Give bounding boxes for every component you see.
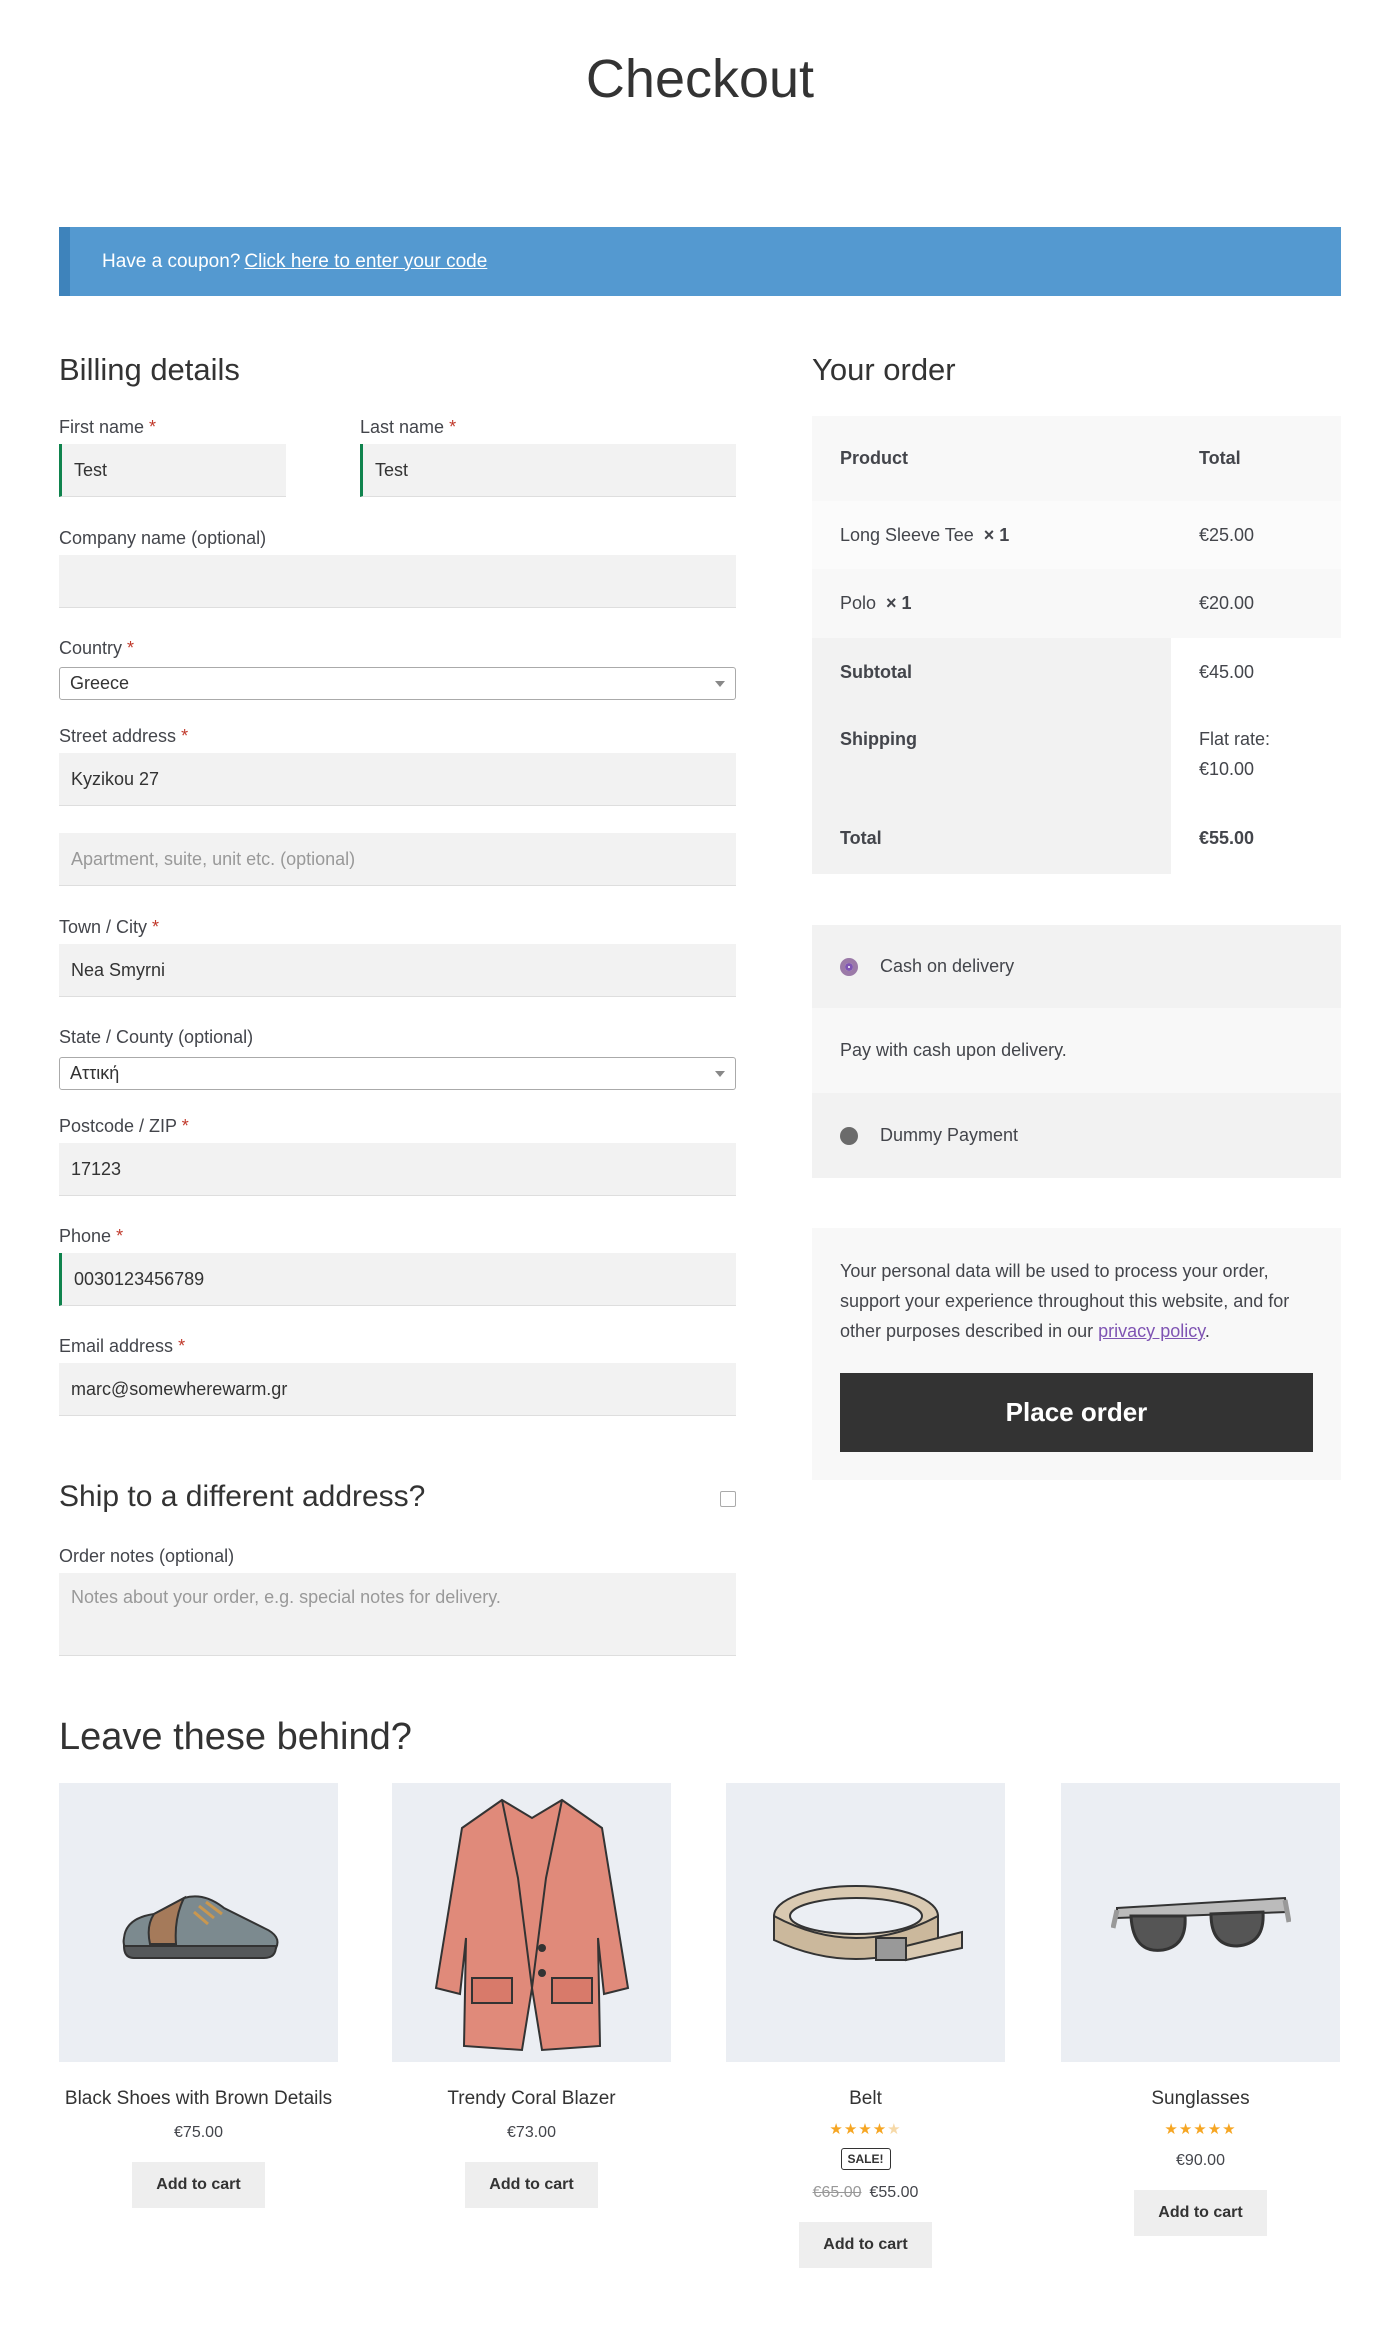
add-to-cart-button[interactable]: Add to cart — [132, 2162, 264, 2208]
table-row — [812, 501, 1341, 569]
add-to-cart-button[interactable]: Add to cart — [1134, 2190, 1266, 2236]
privacy-policy-link[interactable]: privacy policy — [1098, 1321, 1205, 1341]
blazer-icon — [432, 1788, 632, 2058]
product-price: €75.00 — [174, 2124, 223, 2141]
subtotal-label: Subtotal — [840, 662, 912, 682]
col-total-header: Total — [1199, 448, 1241, 468]
place-order-section — [812, 1228, 1341, 1480]
street-input[interactable]: Kyzikou 27 — [59, 753, 736, 806]
shipping-row — [812, 707, 1341, 806]
belt-icon — [766, 1868, 966, 1978]
upsell-heading: Leave these behind? — [59, 1716, 412, 1758]
first-name-label: First name * — [59, 417, 157, 437]
billing-heading: Billing details — [59, 352, 240, 387]
city-label: Town / City * — [59, 917, 160, 937]
street-label: Street address * — [59, 726, 189, 746]
star-rating: ★★★★★ — [1164, 2121, 1237, 2138]
state-label: State / County (optional) — [59, 1027, 254, 1047]
payment-method-cod[interactable] — [812, 925, 1341, 1008]
email-input[interactable]: marc@somewherewarm.gr — [59, 1363, 736, 1416]
place-order-button[interactable]: Place order — [840, 1373, 1313, 1452]
sunglasses-icon — [1111, 1878, 1291, 1968]
order-table-header — [812, 416, 1341, 501]
product-image[interactable] — [1061, 1783, 1340, 2062]
shoe-icon — [114, 1878, 284, 1968]
product-image[interactable] — [392, 1783, 671, 2062]
page-title: Checkout — [585, 49, 815, 109]
shipping-cost: €10.00 — [1199, 759, 1255, 779]
payment-description — [812, 1008, 1341, 1093]
subtotal-value: €45.00 — [1199, 662, 1255, 682]
shipping-method: Flat rate: — [1199, 729, 1271, 749]
payment-description-text: Pay with cash upon delivery. — [840, 1040, 1067, 1060]
col-product-header: Product — [840, 448, 909, 468]
payment-method-dummy[interactable] — [812, 1093, 1341, 1178]
chevron-down-icon — [715, 1071, 725, 1077]
star-rating: ★★★★★ — [829, 2121, 902, 2138]
shipping-label: Shipping — [840, 729, 917, 749]
payment-method-label: Cash on delivery — [880, 956, 1015, 976]
radio-selected-icon[interactable] — [840, 958, 858, 976]
product-price: €73.00 — [507, 2124, 556, 2141]
total-value: €55.00 — [1199, 828, 1255, 848]
last-name-input[interactable]: Test — [360, 444, 736, 497]
chevron-down-icon — [715, 681, 725, 687]
radio-unselected-icon[interactable] — [840, 1127, 858, 1145]
city-input[interactable]: Nea Smyrni — [59, 944, 736, 997]
product-card — [726, 1783, 1005, 2268]
street-line2-input[interactable]: Apartment, suite, unit etc. (optional) — [59, 833, 736, 886]
country-select[interactable]: Greece — [59, 667, 736, 700]
postcode-input[interactable]: 17123 — [59, 1143, 736, 1196]
product-image[interactable] — [59, 1783, 338, 2062]
company-input[interactable] — [59, 555, 736, 608]
product-price: €65.00 €55.00 — [812, 2184, 919, 2201]
product-name[interactable]: Black Shoes with Brown Details — [64, 2088, 333, 2109]
product-card — [392, 1783, 671, 2208]
item-name: Long Sleeve Tee × 1 — [840, 525, 1010, 545]
add-to-cart-button[interactable]: Add to cart — [465, 2162, 597, 2208]
postcode-label: Postcode / ZIP * — [59, 1116, 189, 1136]
company-label: Company name (optional) — [59, 528, 267, 548]
total-row — [812, 806, 1341, 874]
coupon-notice — [59, 227, 1341, 296]
order-notes-label: Order notes (optional) — [59, 1546, 235, 1566]
product-price: €90.00 — [1176, 2152, 1225, 2169]
item-total: €25.00 — [1199, 525, 1255, 545]
ship-different-checkbox[interactable] — [720, 1491, 736, 1507]
first-name-input[interactable]: Test — [59, 444, 286, 497]
last-name-label: Last name * — [360, 417, 457, 437]
country-label: Country * — [59, 638, 135, 658]
state-select[interactable]: Αττική — [59, 1057, 736, 1090]
table-row — [812, 569, 1341, 638]
item-total: €20.00 — [1199, 593, 1255, 613]
privacy-notice: Your personal data will be used to process your order, support your experience throughout this website, and for other purposes described in our privacy policy. — [840, 1261, 1290, 1341]
order-heading: Your order — [812, 352, 956, 387]
total-label: Total — [840, 828, 882, 848]
sale-badge: SALE! — [841, 2148, 891, 2170]
product-image[interactable] — [726, 1783, 1005, 2062]
payment-methods — [812, 925, 1341, 1178]
phone-label: Phone * — [59, 1226, 124, 1246]
coupon-text: Have a coupon? — [102, 250, 241, 272]
product-name[interactable]: Belt — [849, 2088, 882, 2109]
item-name: Polo × 1 — [840, 593, 912, 613]
email-label: Email address * — [59, 1336, 186, 1356]
coupon-link[interactable]: Click here to enter your code — [244, 250, 488, 272]
product-name[interactable]: Sunglasses — [1151, 2088, 1250, 2109]
phone-input[interactable]: 0030123456789 — [59, 1253, 736, 1306]
subtotal-row — [812, 638, 1341, 707]
payment-method-label: Dummy Payment — [880, 1125, 1019, 1145]
ship-different-heading: Ship to a different address? — [59, 1480, 426, 1513]
product-card — [59, 1783, 338, 2208]
product-name[interactable]: Trendy Coral Blazer — [447, 2088, 616, 2109]
product-card — [1061, 1783, 1340, 2236]
order-notes-textarea[interactable]: Notes about your order, e.g. special notes for delivery. — [59, 1573, 736, 1656]
add-to-cart-button[interactable]: Add to cart — [799, 2222, 931, 2268]
